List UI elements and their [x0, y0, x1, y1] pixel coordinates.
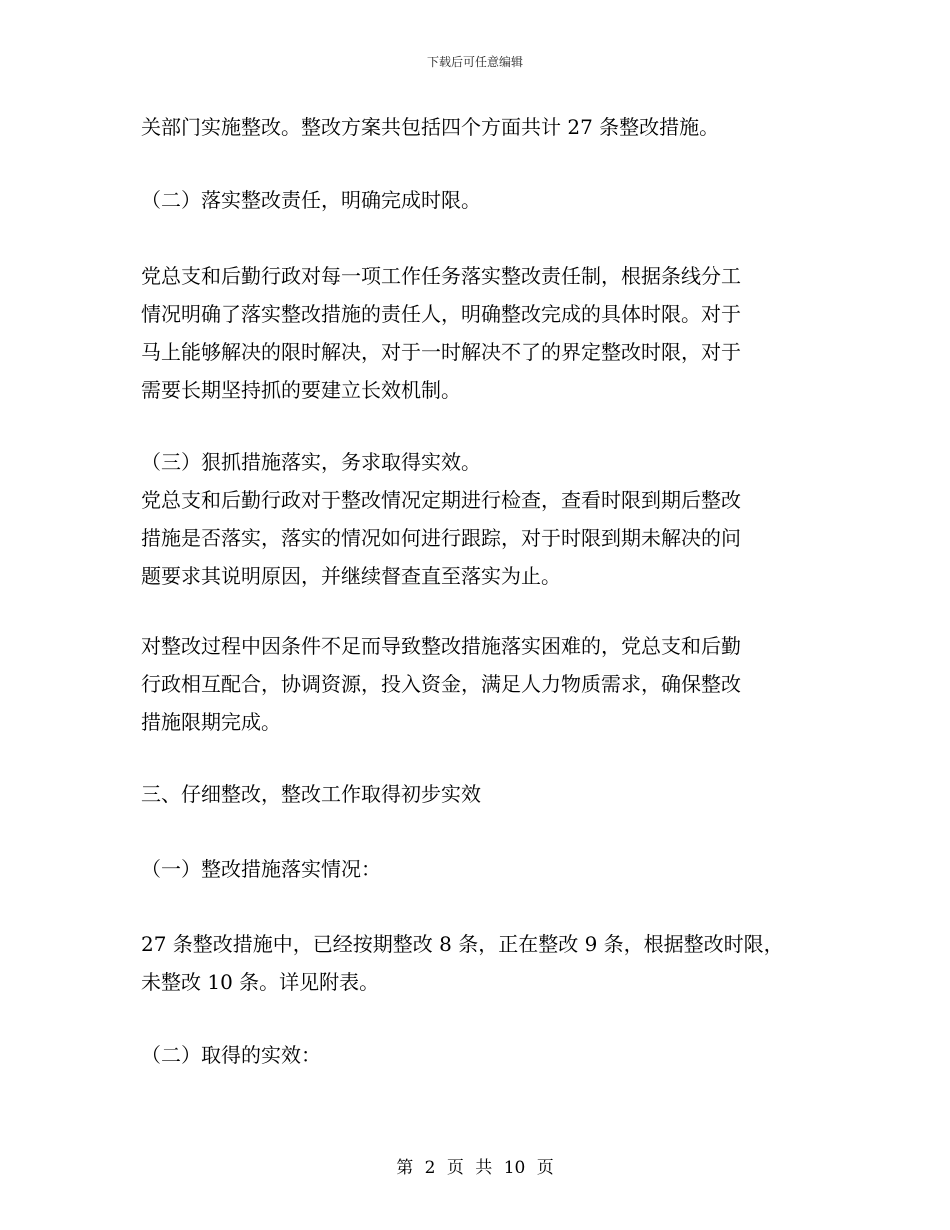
text-line: 三、仔细整改，整改工作取得初步实效: [141, 782, 481, 806]
text-line: （二）落实整改责任，明确完成时限。: [141, 188, 481, 212]
paragraph-4: [141, 443, 821, 595]
paragraph-3: [141, 257, 821, 409]
section-heading-2: [141, 181, 821, 219]
section-heading-3: [141, 775, 821, 813]
page-header-note: 下载后可任意编辑: [426, 55, 523, 69]
text-line: 措施限期完成。: [141, 710, 281, 734]
page-number: 第 2 页 共 10 页: [396, 1158, 554, 1178]
text-line: 需要长期坚持抓的要建立长效机制。: [141, 378, 461, 402]
subsection-heading-1: [141, 850, 821, 888]
paragraph-1: [141, 108, 821, 146]
text-line: 未整改 10 条。详见附表。: [141, 970, 380, 994]
text-line: 马上能够解决的限时解决，对于一时解决不了的界定整改时限，对于: [141, 340, 741, 364]
paragraph-6: [141, 925, 821, 1001]
text-line: 关部门实施整改。整改方案共包括四个方面共计 27 条整改措施。: [141, 115, 720, 139]
subsection-heading-2: [141, 1036, 821, 1074]
text-line: （三）狠抓措施落实，务求取得实效。: [141, 450, 481, 474]
text-line: （二）取得的实效：: [141, 1043, 321, 1067]
text-line: 对整改过程中因条件不足而导致整改措施落实困难的，党总支和后勤: [141, 634, 741, 658]
text-line: （一）整改措施落实情况：: [141, 857, 381, 881]
text-line: 措施是否落实，落实的情况如何进行跟踪，对于时限到期未解决的问: [141, 526, 741, 550]
text-line: 党总支和后勤行政对每一项工作任务落实整改责任制，根据条线分工: [141, 264, 741, 288]
text-line: 题要求其说明原因，并继续督查直至落实为止。: [141, 564, 561, 588]
text-line: 党总支和后勤行政对于整改情况定期进行检查，查看时限到期后整改: [141, 488, 741, 512]
paragraph-5: [141, 627, 821, 741]
text-line: 情况明确了落实整改措施的责任人，明确整改完成的具体时限。对于: [141, 302, 741, 326]
text-line: 行政相互配合，协调资源，投入资金，满足人力物质需求，确保整改: [141, 672, 741, 696]
text-line: 27 条整改措施中，已经按期整改 8 条，正在整改 9 条，根据整改时限，: [141, 932, 784, 956]
